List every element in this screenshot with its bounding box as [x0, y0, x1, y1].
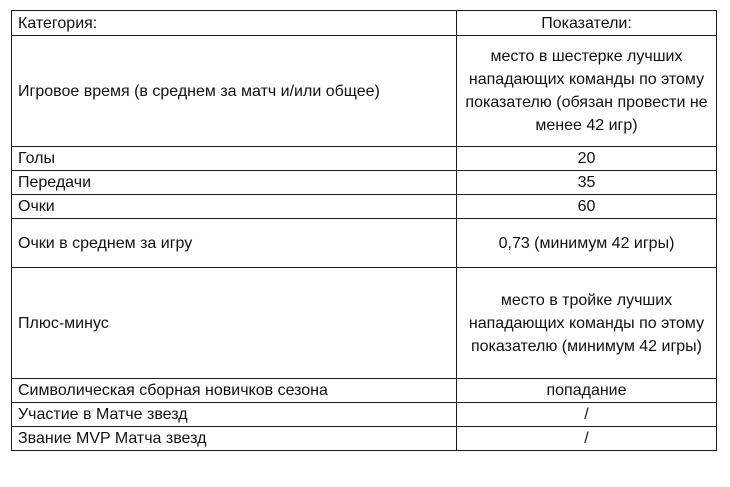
row-category: Голы [12, 147, 457, 171]
row-category: Передачи [12, 171, 457, 195]
row-category: Звание MVP Матча звезд [12, 427, 457, 451]
table-row [12, 379, 717, 403]
row-value: / [457, 403, 717, 427]
table-header-row [12, 11, 717, 36]
table-row [12, 171, 717, 195]
row-value: попадание [457, 379, 717, 403]
row-category: Символическая сборная новичков сезона [12, 379, 457, 403]
criteria-table-container [11, 10, 716, 451]
header-indicators: Показатели: [457, 11, 717, 36]
row-category: Игровое время (в среднем за матч и/или общее) [12, 36, 457, 147]
row-category: Очки в среднем за игру [12, 219, 457, 268]
row-value: 60 [457, 195, 717, 219]
criteria-table [11, 10, 717, 451]
row-value: 20 [457, 147, 717, 171]
table-row [12, 147, 717, 171]
row-value: место в шестерке лучших нападающих команды по этому показателю (обязан провести не менее 42 игр) [457, 36, 717, 147]
table-row [12, 219, 717, 268]
row-value: место в тройке лучших нападающих команды по этому показателю (минимум 42 игры) [457, 268, 717, 379]
table-row [12, 195, 717, 219]
row-category: Очки [12, 195, 457, 219]
row-value: 35 [457, 171, 717, 195]
row-category: Участие в Матче звезд [12, 403, 457, 427]
row-value: 0,73 (минимум 42 игры) [457, 219, 717, 268]
table-row [12, 268, 717, 379]
table-row [12, 36, 717, 147]
row-category: Плюс-минус [12, 268, 457, 379]
table-row [12, 403, 717, 427]
header-category: Категория: [12, 11, 457, 36]
row-value: / [457, 427, 717, 451]
table-row [12, 427, 717, 451]
